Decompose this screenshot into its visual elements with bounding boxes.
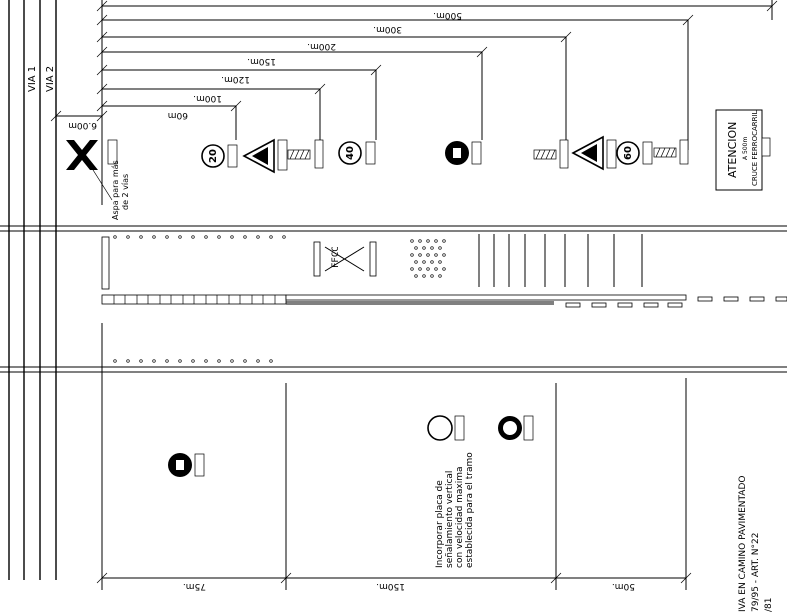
- bottom-signs: [168, 416, 533, 477]
- road-markings: [102, 234, 787, 362]
- atencion-subtitle: CRUCE FERROCARRIL: [751, 110, 759, 186]
- center-line-blocks: [102, 295, 787, 307]
- svg-text:FFCC: FFCC: [331, 246, 341, 268]
- dim-label-120m: 120m.: [221, 74, 250, 84]
- incorporar-line3: con velocidad maxima: [455, 466, 465, 568]
- title-line3: /81: [764, 597, 774, 612]
- speed-sign-20: 20: [208, 149, 219, 163]
- dim-label-100m: 100m.: [193, 93, 222, 103]
- aspa-note-line2: de 2 vías: [121, 173, 130, 210]
- dim-label-500m: 500m.: [433, 10, 462, 20]
- cross-buck-sign: [66, 140, 117, 200]
- speed-sign-40: 40: [345, 146, 356, 160]
- title-line1: IVA EN CAMINO PAVIMENTADO: [738, 475, 748, 612]
- dim-label-60m: 60m: [167, 110, 188, 120]
- bottom-boundaries: [102, 323, 686, 590]
- stud-row-bottom: [114, 360, 273, 363]
- dim-label-75m: 75m.: [182, 581, 206, 591]
- atencion-title: ATENCION: [726, 121, 739, 178]
- dim-label-150m-bottom: 150m.: [376, 581, 405, 591]
- stud-row-top: [114, 236, 286, 239]
- title-line2: 79/95 - ART. N°22: [751, 532, 761, 612]
- top-dimension-lines: [51, 0, 777, 205]
- atencion-distance: A 500m: [742, 136, 749, 160]
- dim-label-300m: 300m.: [373, 24, 402, 34]
- incorporar-line4: establecida para el tramo: [465, 452, 475, 568]
- speed-sign-60: 60: [623, 146, 634, 160]
- dim-label-150m: 150m.: [247, 56, 276, 66]
- dim-label-200m: 200m.: [307, 41, 336, 51]
- aspa-note-line1: Aspa para más: [111, 160, 120, 220]
- dim-label-50m-bottom: 50m.: [611, 581, 635, 591]
- incorporar-line2: señalamiento vertical: [445, 470, 455, 568]
- stud-cluster: [411, 240, 446, 278]
- incorporar-line1: Incorporar placa de: [435, 480, 445, 568]
- transverse-bars: [479, 234, 642, 287]
- via-1-label: VIA 1: [27, 65, 38, 92]
- dim-label-6m: 6.00m: [68, 120, 97, 130]
- top-signs: [202, 137, 688, 172]
- via-2-label: VIA 2: [45, 65, 56, 92]
